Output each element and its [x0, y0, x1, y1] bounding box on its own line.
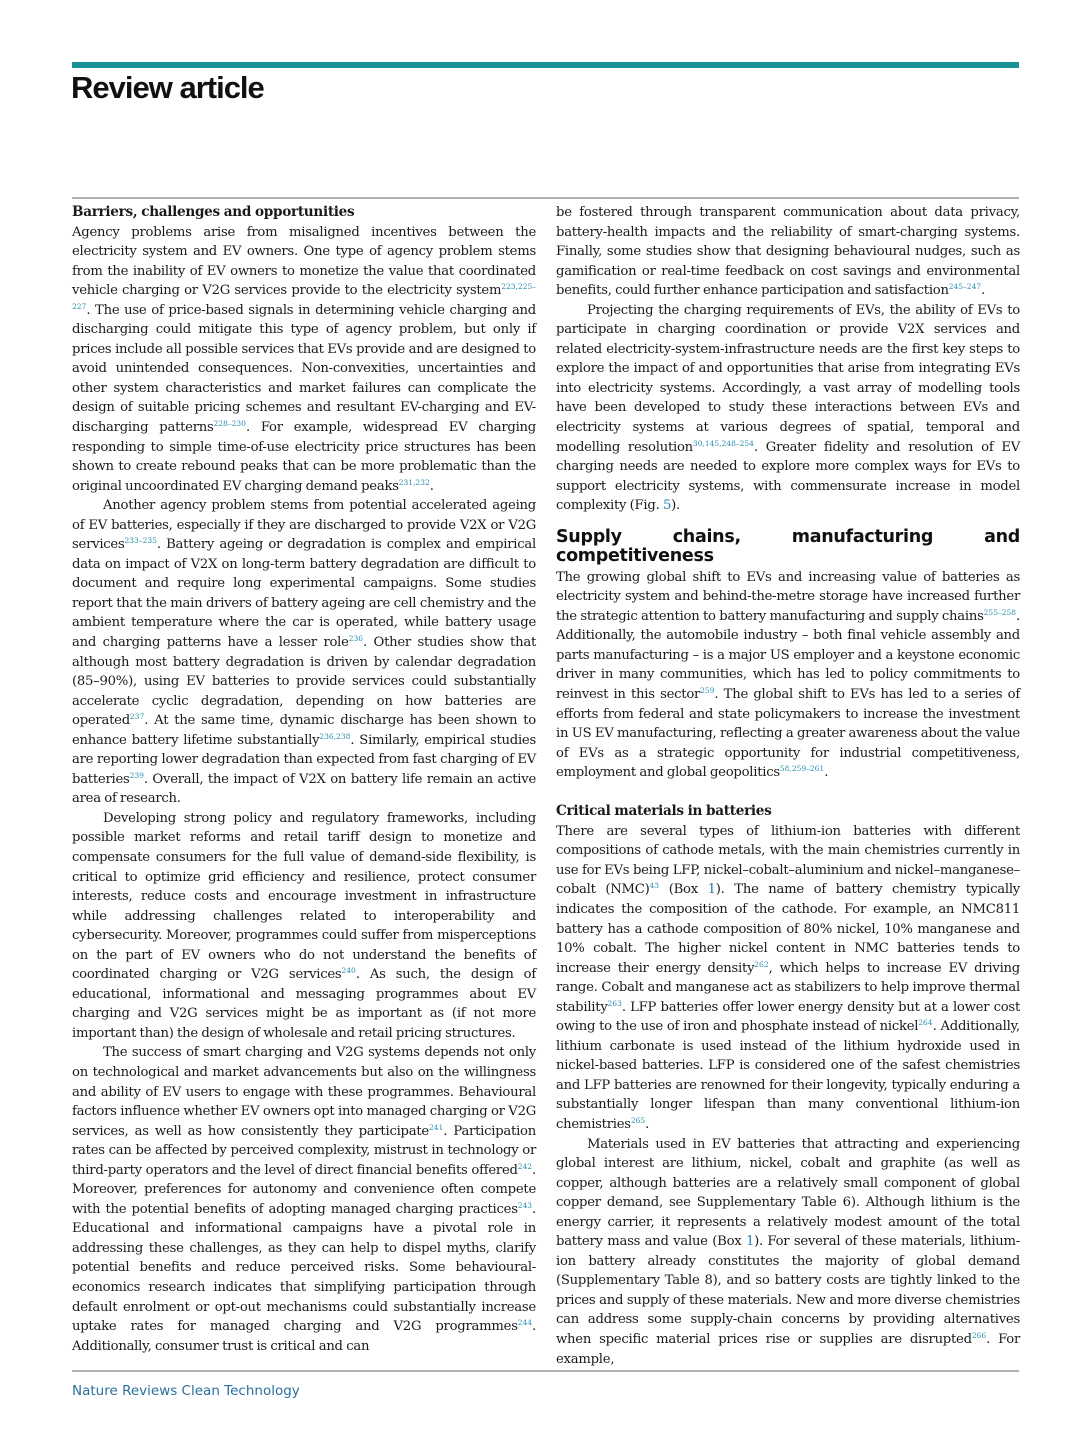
- subsection-heading-critical-materials: Critical materials in batteries: [556, 803, 772, 820]
- header-accent-bar: [72, 62, 1019, 68]
- header-divider: [72, 197, 1019, 199]
- citation-link[interactable]: 259: [700, 686, 715, 696]
- citation-link[interactable]: 236,238: [319, 731, 351, 741]
- section-heading-barriers: Barriers, challenges and opportunities: [72, 204, 355, 220]
- citation-link[interactable]: 265: [630, 1115, 646, 1125]
- citation-link[interactable]: 245–247: [948, 282, 982, 292]
- citation-link[interactable]: 233–235: [124, 536, 157, 546]
- citation-link[interactable]: 236: [348, 633, 364, 643]
- citation-link[interactable]: 239: [129, 770, 144, 780]
- paragraph-materials-demand: Materials used in EV batteries that attracting and experiencing global interest are lithium, nickel, cobalt and graphite (as well as copper, although batteries are a relatively small component of global copper demand, see Supplementary Table 6). Although lithium is the energy carrier, it represents a relatively modest amount of the total battery mass and value (Box 1). For several of these materials, lithium-ion battery already constitutes the majority of global demand (Supplementary Table 8), and so battery costs are tightly linked to the prices and supply of these materials. New and more diverse chemistries can address some supply-chain concerns by providing alternatives when specific material prices rise or supplies are disrupted$^{266}$. For example,: [556, 1136, 1020, 1367]
- paragraph-consumer-trust: be fostered through transparent communication about data privacy, battery-health impacts and the reliability of smart-charging systems. Finally, some studies show that designing behavioural nudges, such as gamification or real-time feedback on cost savings and environmental benefits, could further enhance participation and satisfaction$^{245-247}$.: [556, 205, 1020, 299]
- figure-link[interactable]: 5: [662, 498, 672, 514]
- spacer: [556, 783, 1020, 803]
- journal-name-link[interactable]: Nature Reviews Clean Technology: [72, 1383, 300, 1399]
- paragraph-battery-ageing: Another agency problem stems from potential accelerated ageing of EV batteries, especially if they are discharged to provide V2X or V2G services$^{233-235}$. Battery ageing or degradation is complex and empirical data on impact of V2X on long-term battery degradation are difficult to document and require long experimental campaigns. Some studies report that the main drivers of battery ageing are cell chemistry and the ambient temperature where the car is operated, while battery usage and charging patterns have a lesser role$^{236}$. Other studies show that although most battery degradation is driven by calendar degradation (85–90%), using EV batteries to provide services could substantially accelerate cyclic degradation, depending on how batteries are operated$^{237}$. At the same time, dynamic discharge has been shown to enhance battery lifetime substantially$^{236,238}$. Similarly, empirical studies are reporting lower degradation than expected from fast charging of EV batteries$^{239}$. Overall, the impact of V2X on battery life remain an active area of research.: [72, 498, 536, 807]
- footer-divider: [72, 1370, 1019, 1372]
- paragraph-supply-chains: The growing global shift to EVs and increasing value of batteries as electricity system and behind-the-metre storage have increased further the strategic attention to battery manufacturing and supply chains$^{255-258}$. Additionally, the automobile industry – both final vehicle assembly and parts manufacturing – is a major US employer and a keystone economic driver in many communities, which has led to policy commitments to reinvest in this sector$^{259}$. The global shift to EVs has led to a series of efforts from federal and state policymakers to increase the investment in US EV manufacturing, reflecting a greater awareness about the value of EVs as a strategic opportunity for industrial competitiveness, employment and global geopolitics$^{58,259-261}$.: [556, 569, 1020, 781]
- citation-link[interactable]: 262: [754, 959, 769, 969]
- box-link[interactable]: 1: [707, 882, 716, 898]
- citation-link[interactable]: 266: [971, 1330, 987, 1340]
- paragraph-modelling: Projecting the charging requirements of EVs, the ability of EVs to participate in charging coordination or provide V2X services and related electricity-system-infrastructure needs are the first key steps to explore the impact of and opportunities that arise from integrating EVs into electricity systems. Accordingly, a vast array of modelling tools have been developed to study these interactions between EVs and electricity systems at various degrees of spatial, temporal and modelling resolution$^{30,145,248-254}$. Greater fidelity and resolution of EV charging needs are needed to explore more complex ways for EVs to support electricity systems, with commensurate increase in model complexity (Fig. 5).: [556, 302, 1021, 514]
- citation-link[interactable]: 43: [649, 881, 660, 891]
- citation-link[interactable]: 243: [517, 1200, 533, 1210]
- citation-link[interactable]: 244: [517, 1318, 533, 1328]
- paragraph-policy-frameworks: Developing strong policy and regulatory frameworks, including possible market reforms and retail tariff design to monetize and compensate consumers for the full value of demand-side flexibility, is critical to optimize grid efficiency and resilience, protect consumer interests, reduce costs and encourage investment in infrastructure while addressing challenges related to interoperability and cybersecurity. Moreover, programmes could suffer from misperceptions on the part of EV owners who do not understand the benefits of coordinated charging or V2G services$^{240}$. As such, the design of educational, informational and messaging programmes about EV charging and V2G services might be as important as (if not more important than) the design of wholesale and retail pricing structures.: [72, 810, 537, 1041]
- citation-link[interactable]: 241: [428, 1122, 444, 1132]
- article-type-label: Review article: [71, 70, 264, 105]
- citation-link[interactable]: 237: [129, 712, 145, 722]
- paragraph-battery-chemistries: There are several types of lithium-ion batteries with different compositions of cathode metals, with the main chemistries currently in use for EVs being LFP, nickel–cobalt–aluminium and nickel–manganese–cobalt (NMC)$^{43}$ (Box 1). The name of battery chemistry typically indicates the composition of the cathode. For example, an NMC811 battery has a cathode composition of 80% nickel, 10% manganese and 10% cobalt. The higher nickel content in NMC batteries tends to increase their energy density$^{262}$, which helps to increase EV driving range. Cobalt and manganese act as stabilizers to help improve thermal stability$^{263}$. LFP batteries offer lower energy density but at a lower cost owing to the use of iron and phosphate instead of nickel$^{264}$. Additionally, lithium carbonate is used instead of the lithium hydroxide used in nickel-based batteries. LFP is considered one of the safest chemistries and LFP batteries are renowned for their longevity, typically enduring a substantially longer lifespan than many conventional lithium-ion chemistries$^{265}$.: [556, 823, 1020, 1132]
- citation-link[interactable]: 223,225–227: [72, 282, 536, 311]
- section-heading-supply-chains: Supply chains, manufacturing and competitiveness: [556, 526, 1020, 567]
- citation-link[interactable]: 30,145,248–254: [692, 438, 754, 448]
- citation-link[interactable]: 231,232: [398, 477, 430, 487]
- citation-link[interactable]: 58,259–261: [779, 764, 825, 774]
- right-column: [556, 203, 1020, 1369]
- paragraph-behavioural-factors: The success of smart charging and V2G systems depends not only on technological and market advancements but also on the willingness and ability of EV users to engage with these programmes. Behavioural factors influence whether EV owners opt into managed charging or V2G services, as well as how consistently they participate$^{241}$. Participation rates can be affected by perceived complexity, mistrust in technology or third-party operators and the level of direct financial benefits offered$^{242}$. Moreover, preferences for autonomy and convenience often compete with the potential benefits of adopting managed charging practices$^{243}$. Educational and informational campaigns have a pivotal role in addressing these challenges, as they can help to dispel myths, clarify potential benefits and reduce perceived risks. Some behavioural-economics research indicates that simplifying participation through default enrolment or opt-out mechanisms could substantially increase uptake rates for managed charging and V2G programmes$^{244}$. Additionally, consumer trust is critical and can: [72, 1045, 536, 1354]
- citation-link[interactable]: 263: [607, 998, 622, 1008]
- citation-link[interactable]: 240: [341, 966, 356, 976]
- citation-link[interactable]: 264: [918, 1018, 933, 1028]
- citation-link[interactable]: 228–230: [213, 418, 246, 428]
- citation-link[interactable]: 242: [517, 1161, 533, 1171]
- box-link[interactable]: 1: [745, 1234, 755, 1250]
- left-column: [72, 203, 536, 1356]
- citation-link[interactable]: 255–258: [983, 607, 1017, 617]
- paragraph-agency-problems: Agency problems arise from misaligned incentives between the electricity system and EV owners. One type of agency problem stems from the inability of EV owners to monetize the value that coordinated vehicle charging or V2G services provide to the electricity system$^{223,225-227}$. The use of price-based signals in determining vehicle charging and discharging could mitigate this type of agency problem, but only if prices include all possible services that EVs provide and are designed to avoid unintended consequences. Non-convexities, uncertainties and other system characteristics and market failures can complicate the design of suitable pricing schemes and resultant EV-charging and EV-discharging patterns$^{228-230}$. For example, widespread EV charging responding to simple time-of-use electricity price structures has been shown to create rebound peaks that can be more problematic than the original uncoordinated EV charging demand peaks$^{231,232}$.: [72, 224, 536, 494]
